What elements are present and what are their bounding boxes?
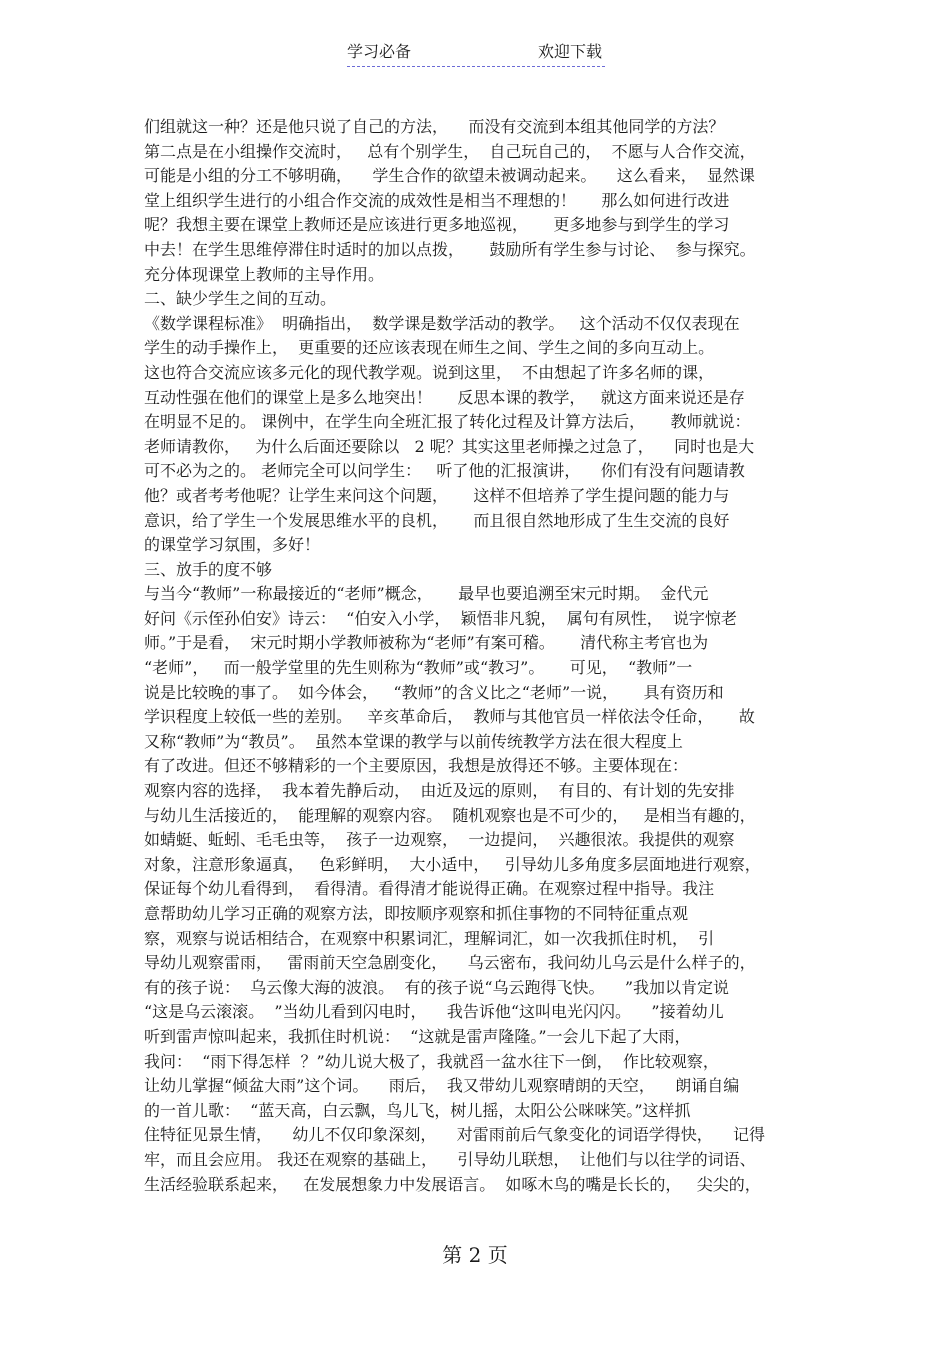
text-line: 们组就这一种？还是他只说了自己的方法， 而没有交流到本组其他同学的方法？ [144, 117, 725, 136]
text-line: 说是比较晚的事了。 如今体会， “教师”的含义比之“老师”一说， 具有资历和 [144, 682, 724, 702]
text-line: “老师”， 而一般学堂里的先生则称为“教师”或“教习”。 可见， “教师”一 [144, 658, 693, 678]
page-header [347, 40, 605, 67]
text-line: 老师请教你， 为什么后面还要除以 2 呢？其实这里老师操之过急了， 同时也是大 [144, 436, 755, 456]
text-line: 又称“教师”为“教员”。 虽然本堂课的教学与以前传统教学方法在很大程度上 [144, 731, 683, 751]
text-line: 师。”于是看， 宋元时期小学教师被称为“老师”有案可稽。 清代称主考官也为 [144, 633, 709, 653]
text-line: “这是乌云滚滚。 ”当幼儿看到闪电时， 我告诉他“这叫电光闪闪。 ”接着幼儿 [144, 1002, 724, 1022]
text-line: 中去！在学生思维停滞住时适时的加以点拨， 鼓励所有学生参与讨论、 参与探究。 [144, 239, 756, 259]
text-line: 保证每个幼儿看得到， 看得清。看得清才能说得正确。在观察过程中指导。我注 [144, 879, 715, 899]
text-line: 学生的动手操作上， 更重要的还应该表现在师生之间、学生之间的多向互动上。 [144, 338, 715, 358]
text-line: 第二点是在小组操作交流时， 总有个别学生， 自己玩自己的， 不愿与人合作交流， [144, 141, 756, 161]
text-line: 意帮助幼儿学习正确的观察方法，即按顺序观察和抓住事物的不同特征重点观 [144, 904, 689, 923]
text-line: 有的孩子说： 乌云像大海的波浪。 有的孩子说“乌云跑得飞快。 ”我加以肯定说 [144, 977, 730, 997]
text-line: 牢，而且会应用。 我还在观察的基础上， 引导幼儿联想， 让他们与以往学的词语、 [144, 1149, 756, 1169]
text-line: 导幼儿观察雷雨， 雷雨前天空急剧变化， 乌云密布，我问幼儿乌云是什么样子的， [144, 953, 756, 973]
page-number: 第 2 页 [442, 1243, 508, 1267]
header-right-text: 欢迎下载 [537, 42, 602, 61]
text-line: 我问： “雨下得怎样 ？”幼儿说大极了，我就舀一盆水往下一倒， 作比较观察， [144, 1051, 719, 1071]
document-body [144, 115, 814, 1197]
text-line: 与幼儿生活接近的， 能理解的观察内容。 随机观察也是不可少的， 是相当有趣的， [144, 805, 756, 825]
text-line: 《数学课程标准》 明确指出， 数学课是数学活动的教学。 这个活动不仅仅表现在 [144, 313, 740, 333]
text-line: 有了改进。但还不够精彩的一个主要原因，我想是放得还不够。主要体现在： [144, 756, 689, 776]
text-line: 意识，给了学生一个发展思维水平的良机， 而且很自然地形成了生生交流的良好 [144, 510, 730, 530]
text-line: 生活经验联系起来， 在发展想象力中发展语言。 如啄木鸟的嘴是长长的， 尖尖的， [144, 1174, 761, 1194]
text-line: 听到雷声惊叫起来，我抓住时机说： “这就是雷声隆隆。”一会儿下起了大雨， [144, 1026, 691, 1046]
text-line: 住特征见景生情， 幼儿不仅印象深刻， 对雷雨前后气象变化的词语学得快， 记得 [144, 1125, 766, 1145]
text-line: 在明显不足的。 课例中，在学生向全班汇报了转化过程及计算方法后， 教师就说： [144, 412, 751, 432]
text-line: 呢？我想主要在课堂上教师还是应该进行更多地巡视， 更多地参与到学生的学习 [144, 215, 730, 235]
text-line: 好问《示侄孙伯安》诗云： “伯安入小学， 颖悟非凡貌， 属句有夙性， 说字惊老 [144, 608, 737, 628]
text-line: 堂上组织学生进行的小组合作交流的成效性是相当不理想的！ 那么如何进行改进 [144, 190, 730, 210]
text-line: 他？或者考考他呢？让学生来问这个问题， 这样不但培养了学生提问题的能力与 [144, 485, 730, 505]
text-line: 可不必为之的。 老师完全可以问学生： 听了他的汇报演讲， 你们有没有问题请教 [144, 461, 745, 481]
text-line: 充分体现课堂上教师的主导作用。 [144, 264, 385, 284]
text-line: 的一首儿歌： “蓝天高，白云飘，鸟儿飞，树儿摇，太阳公公咪咪笑。”这样抓 [144, 1100, 691, 1120]
text-line: 与当今“教师”一称最接近的“老师”概念， 最早也要追溯至宋元时期。 金代元 [144, 584, 709, 604]
text-line: 如蜻蜓、蚯蚓、毛毛虫等， 孩子一边观察， 一边提问， 兴趣很浓。我提供的观察 [144, 830, 735, 850]
text-line: 察，观察与说话相结合，在观察中积累词汇，理解词汇，如一次我抓住时机， 引 [144, 928, 715, 948]
text-line: 三、放手的度不够 [144, 559, 273, 579]
text-line: 学识程度上较低一些的差别。 辛亥革命后， 教师与其他官员一样依法令任命， 故 [144, 707, 755, 727]
text-line: 对象，注意形象逼真， 色彩鲜明， 大小适中， 引导幼儿多角度多层面地进行观察， [144, 854, 761, 874]
header-left-text: 学习必备 [347, 42, 412, 61]
text-line: 二、缺少学生之间的互动。 [144, 289, 337, 309]
text-line: 让幼儿掌握“倾盆大雨”这个词。 雨后， 我又带幼儿观察晴朗的天空， 朗诵自编 [144, 1076, 740, 1096]
text-line: 观察内容的选择， 我本着先静后动， 由近及远的原则， 有目的、有计划的先安排 [144, 781, 735, 801]
text-line: 的课堂学习氛围，多好！ [144, 535, 321, 555]
text-line: 可能是小组的分工不够明确， 学生合作的欲望未被调动起来。 这么看来， 显然课 [144, 166, 755, 186]
text-line: 这也符合交流应该多元化的现代教学观。说到这里， 不由想起了许多名师的课， [144, 362, 715, 382]
text-line: 互动性强在他们的课堂上是多么地突出！ 反思本课的教学， 就这方面来说还是存 [144, 387, 745, 407]
